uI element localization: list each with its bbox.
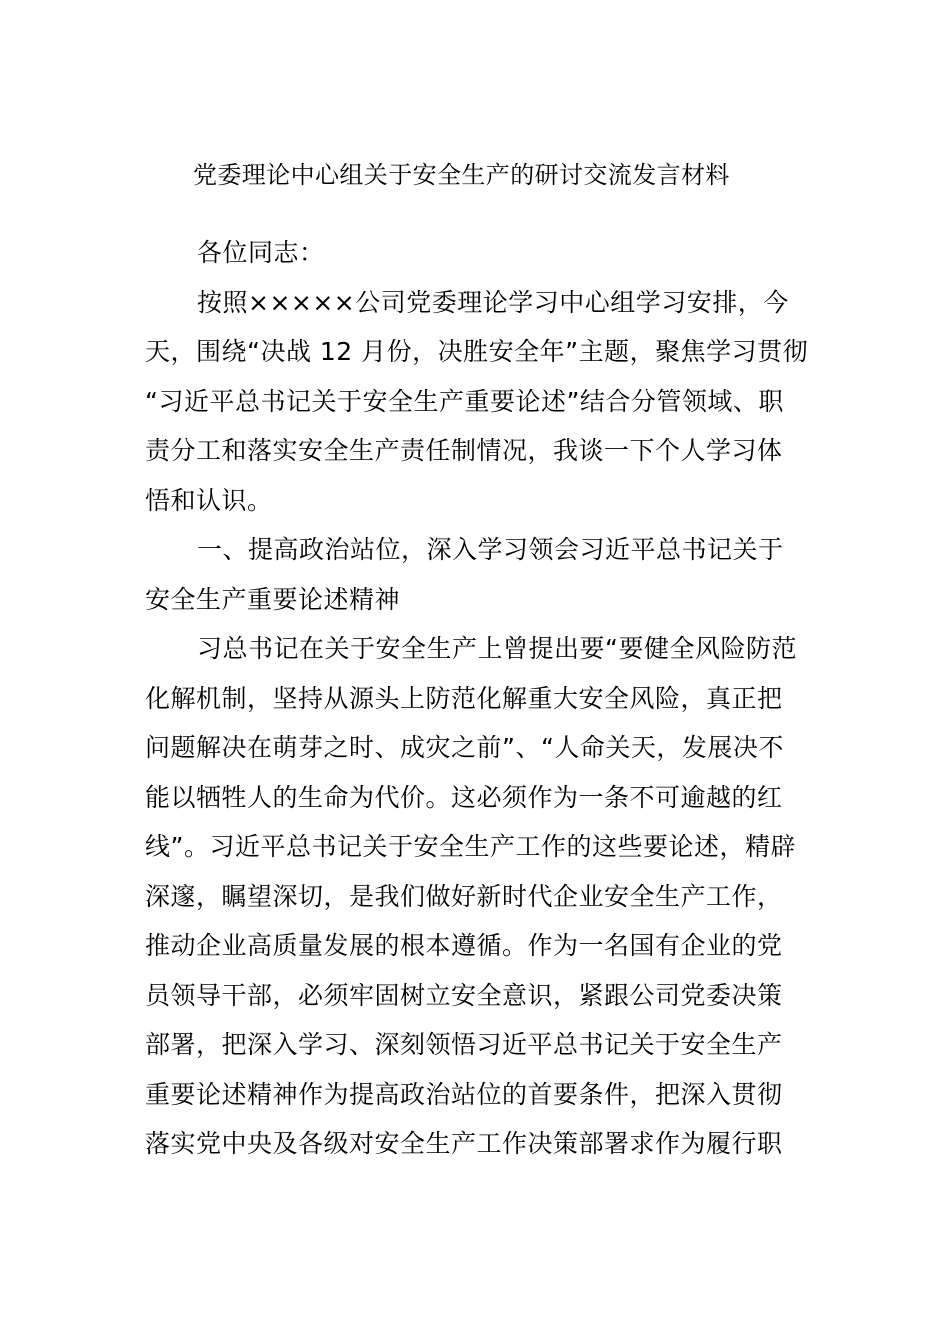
paragraph-line: 深邃，瞩望深切，是我们做好新时代企业安全生产工作， bbox=[145, 881, 783, 911]
document-title: 党委理论中心组关于安全生产的研讨交流发言材料 bbox=[193, 161, 730, 189]
paragraph-line: 落实党中央及各级对安全生产工作决策部署求作为履行职 bbox=[145, 1129, 783, 1158]
paragraph-line: 部署，把深入学习、深刻领悟习近平总书记关于安全生产 bbox=[145, 1030, 783, 1059]
paragraph-line: 员领导干部，必须牢固树立安全意识，紧跟公司党委决策 bbox=[145, 980, 783, 1010]
paragraph-line: 习总书记在关于安全生产上曾提出要“要健全风险防范 bbox=[197, 634, 797, 663]
paragraph-line: 化解机制，坚持从源头上防范化解重大安全风险，真正把 bbox=[145, 683, 783, 713]
salutation: 各位同志： bbox=[197, 238, 325, 267]
document-body bbox=[145, 228, 809, 1169]
paragraph-line: 能以牺牲人的生命为代价。这必须作为一条不可逾越的红 bbox=[145, 782, 783, 812]
paragraph-line: 悟和认识。 bbox=[145, 485, 273, 515]
section-heading-line: 一、提高政治站位，深入学习领会习近平总书记关于 bbox=[197, 535, 784, 564]
paragraph-line: 重要论述精神作为提高政治站位的首要条件，把深入贯彻 bbox=[145, 1079, 783, 1109]
paragraph-line: 天，围绕“决战 12 月份，决胜安全年”主题，聚焦学习贯彻 bbox=[145, 337, 809, 366]
paragraph-line: 线”。习近平总书记关于安全生产工作的这些要论述，精辟 bbox=[145, 832, 796, 861]
paragraph-line: 按照×××××公司党委理论学习中心组学习安排，今 bbox=[197, 287, 789, 317]
paragraph-line: 问题解决在萌芽之时、成灾之前”、“人命关天，发展决不 bbox=[145, 733, 784, 762]
section-heading-line: 安全生产重要论述精神 bbox=[145, 584, 401, 614]
paragraph-line: 推动企业高质量发展的根本遵循。作为一名国有企业的党 bbox=[145, 931, 783, 960]
paragraph-line: “习近平总书记关于安全生产重要论述”结合分管领域、职 bbox=[145, 386, 784, 416]
paragraph-line: 责分工和落实安全生产责任制情况，我谈一下个人学习体 bbox=[145, 436, 783, 465]
